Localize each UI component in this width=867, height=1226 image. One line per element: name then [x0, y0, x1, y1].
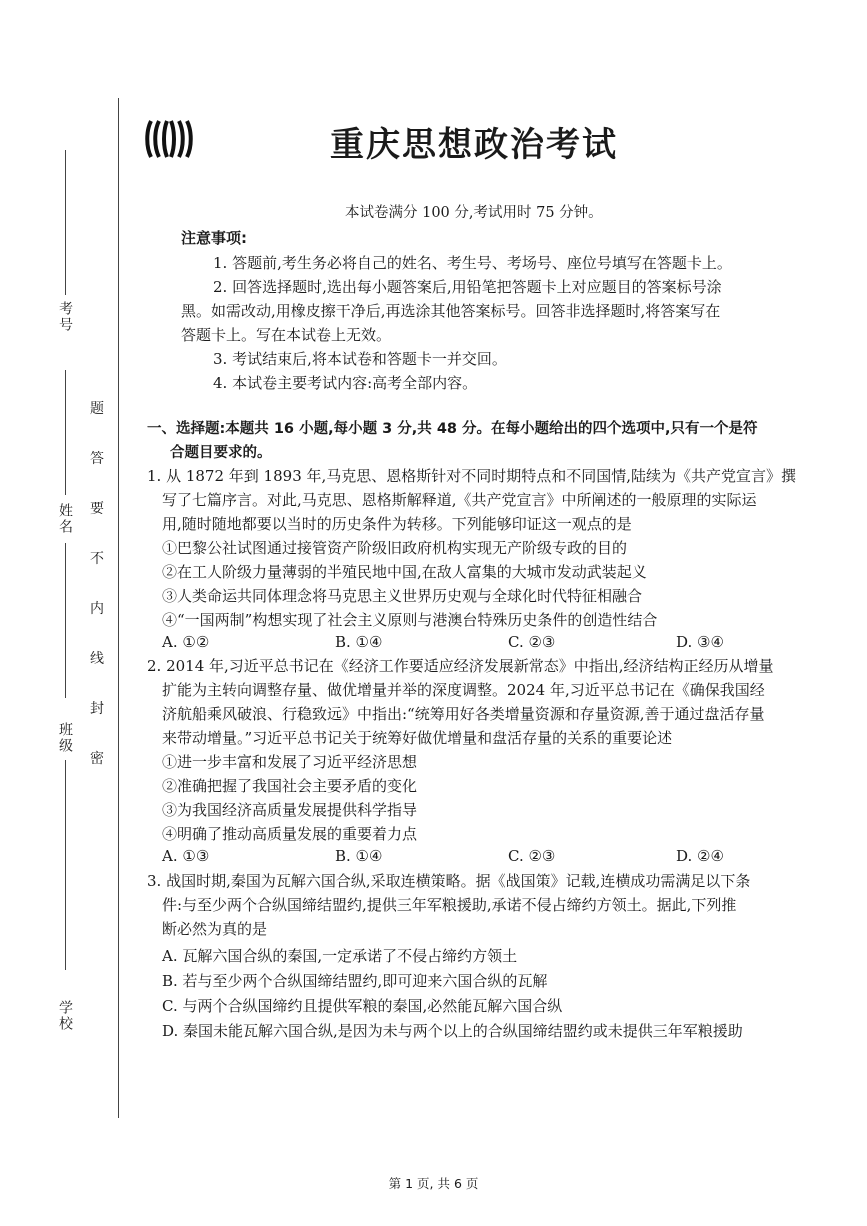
notice-line: 1. 答题前,考生务必将自己的姓名、考生号、考场号、座位号填写在答题卡上。: [213, 254, 732, 272]
option-d: D. 秦国未能瓦解六国合纵,是因为未与两个以上的合纵国缔结盟约或未提供三年军粮援助: [162, 1022, 743, 1040]
option-a: A. 瓦解六国合纵的秦国,一定承诺了不侵占缔约方领土: [162, 947, 518, 965]
statement: ④明确了推动高质量发展的重要着力点: [162, 825, 418, 843]
option-d: D. ③④: [676, 633, 724, 651]
seal-char: 密: [90, 751, 104, 767]
notice-line: 黑。如需改动,用橡皮擦干净后,再选涂其他答案标号。回答非选择题时,将答案写在: [181, 302, 721, 320]
name-label: 姓名: [57, 503, 73, 535]
seal-line-warning: [88, 400, 106, 800]
page-footer: 第 1 页, 共 6 页: [388, 1176, 479, 1191]
school-label: 学校: [57, 1000, 73, 1032]
statement: ①巴黎公社试图通过接管资产阶级旧政府机构实现无产阶级专政的目的: [162, 539, 628, 557]
notice-line: 3. 考试结束后,将本试卷和答题卡一并交回。: [213, 350, 507, 368]
option-c: C. 与两个合纵国缔约且提供军粮的秦国,必然能瓦解六国合纵: [162, 997, 563, 1015]
option-b: B. ①④: [335, 633, 383, 651]
class-field[interactable]: [58, 722, 72, 970]
notice-heading: 注意事项:: [181, 229, 247, 247]
exam-number-label: 考号: [57, 301, 73, 333]
name-field[interactable]: [58, 370, 72, 698]
option-d: D. ②④: [676, 847, 724, 865]
question-text: 断必然为真的是: [162, 920, 268, 938]
question-text: 用,随时随地都要以当时的历史条件为转移。下列能够印证这一观点的是: [162, 515, 632, 533]
section-heading-cont: 合题目要求的。: [170, 445, 272, 461]
seal-char: 不: [90, 551, 104, 567]
option-b: B. ①④: [335, 847, 383, 865]
seal-char: 线: [90, 651, 104, 667]
option-a: A. ①②: [162, 633, 210, 651]
statement: ②在工人阶级力量薄弱的半殖民地中国,在敌人富集的大城市发动武装起义: [162, 563, 647, 581]
question-text: 济航船乘风破浪、行稳致远》中指出:“统筹用好各类增量资源和存量资源,善于通过盘活存量: [162, 705, 765, 723]
seal-char: 答: [90, 451, 104, 467]
exam-intro: 本试卷满分 100 分,考试用时 75 分钟。: [345, 205, 603, 221]
section-heading: 一、选择题:本题共 16 小题,每小题 3 分,共 48 分。在每小题给出的四个选项中,只有一个是符: [147, 421, 758, 437]
question-text: 扩能为主转向调整存量、做优增量并举的深度调整。2024 年,习近平总书记在《确保我国经: [162, 681, 765, 699]
exam-logo-icon: [145, 117, 193, 161]
statement: ①进一步丰富和发展了习近平经济思想: [162, 753, 418, 771]
question-text: 1. 从 1872 年到 1893 年,马克思、恩格斯针对不同时期特点和不同国情,陆续为《共产党宣言》撰: [147, 467, 797, 485]
seal-char: 要: [90, 501, 104, 517]
seal-char: 题: [90, 401, 104, 417]
option-c: C. ②③: [508, 847, 556, 865]
question-text: 2. 2014 年,习近平总书记在《经济工作要适应经济发展新常态》中指出,经济结构正经历从增量: [147, 657, 774, 675]
exam-number-field[interactable]: [58, 150, 72, 339]
statement: ③人类命运共同体理念将马克思主义世界历史观与全球化时代特征相融合: [162, 587, 643, 605]
binding-margin-line: [118, 98, 119, 1118]
question-text: 写了七篇序言。对此,马克思、恩格斯解释道,《共产党宣言》中所阐述的一般原理的实际运: [162, 491, 757, 509]
question-text: 件:与至少两个合纵国缔结盟约,提供三年军粮援助,承诺不侵占缔约方领土。据此,下列推: [162, 896, 737, 914]
question-text: 3. 战国时期,秦国为瓦解六国合纵,采取连横策略。据《战国策》记载,连横成功需满足以下条: [147, 872, 751, 890]
statement: ③为我国经济高质量发展提供科学指导: [162, 801, 418, 819]
option-b: B. 若与至少两个合纵国缔结盟约,即可迎来六国合纵的瓦解: [162, 972, 548, 990]
notice-line: 2. 回答选择题时,选出每小题答案后,用铅笔把答题卡上对应题目的答案标号涂: [213, 278, 722, 296]
notice-line: 4. 本试卷主要考试内容:高考全部内容。: [213, 374, 478, 392]
notice-line: 答题卡上。写在本试卷上无效。: [181, 326, 392, 344]
exam-title: 重庆思想政治考试: [330, 125, 618, 165]
seal-char: 内: [90, 601, 104, 617]
school-field[interactable]: [58, 1000, 72, 1032]
question-text: 来带动增量。”习近平总书记关于统筹好做优增量和盘活存量的关系的重要论述: [162, 729, 673, 747]
option-a: A. ①③: [162, 847, 210, 865]
statement: ④“一国两制”构想实现了社会主义原则与港澳台特殊历史条件的创造性结合: [162, 611, 658, 629]
option-c: C. ②③: [508, 633, 556, 651]
seal-char: 封: [90, 701, 104, 717]
statement: ②准确把握了我国社会主要矛盾的变化: [162, 777, 418, 795]
class-label: 班级: [57, 722, 73, 754]
